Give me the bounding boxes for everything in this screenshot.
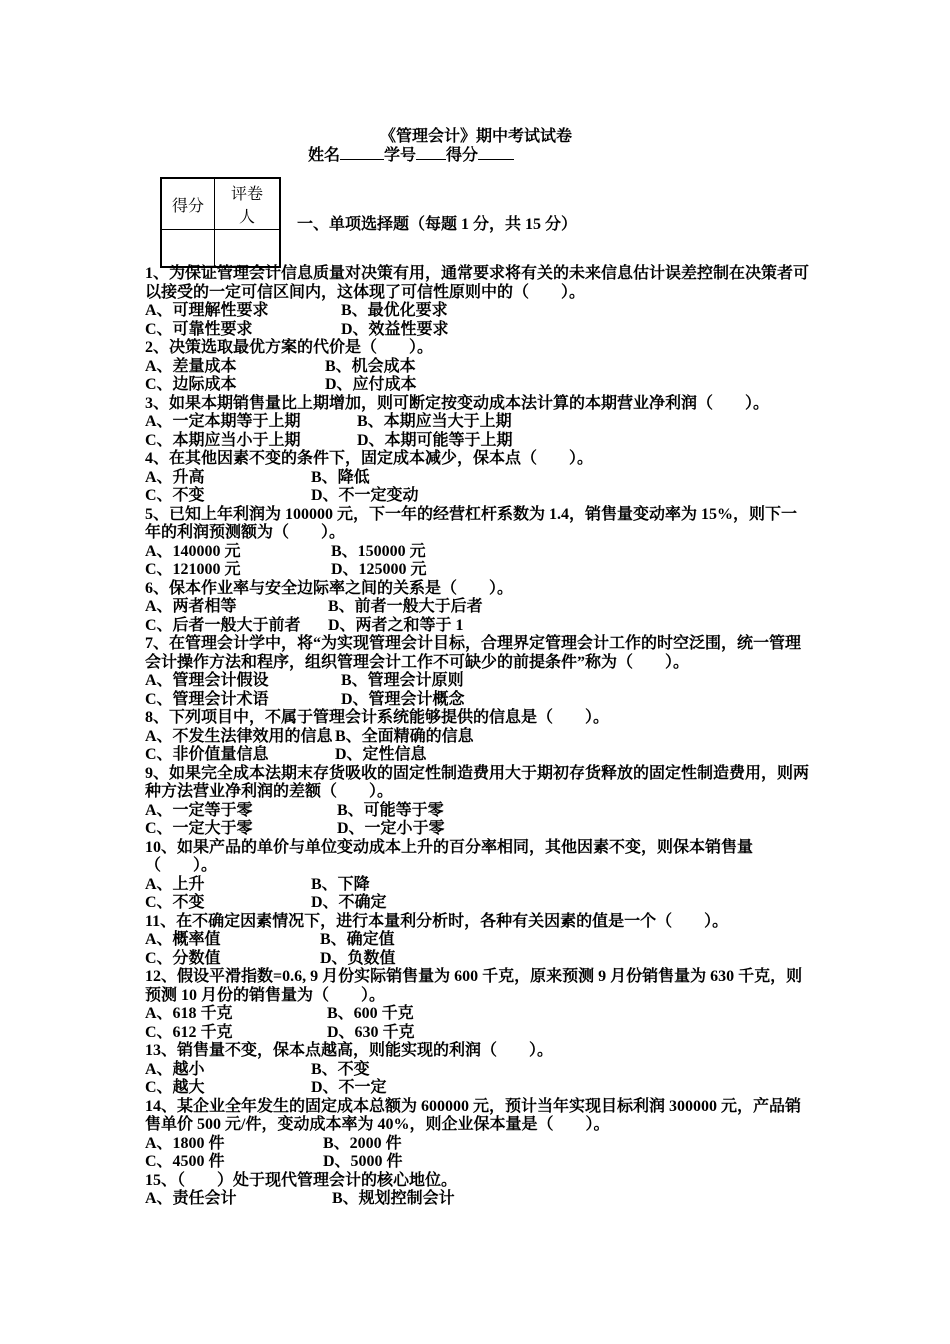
option-label: C、不变 bbox=[145, 487, 205, 504]
option-row bbox=[145, 543, 810, 562]
option-row bbox=[145, 876, 810, 895]
option-label: D、一定小于零 bbox=[337, 820, 445, 837]
option-label: D、不一定变动 bbox=[311, 487, 419, 504]
option-label: C、后者一般大于前者 bbox=[145, 616, 301, 634]
option-label: C、4500 件 bbox=[145, 1153, 225, 1170]
question-text: 12、假设平滑指数=0.6, 9 月份实际销售量为 600 千克，原来预测 9 月份销售量为 630 千克，则预测 10 月份的销售量为（ ）。 bbox=[145, 968, 803, 1004]
question-text: 3、如果本期销售量比上期增加，则可断定按变动成本法计算的本期营业净利润（ ）。 bbox=[145, 394, 770, 412]
option-row bbox=[145, 469, 810, 488]
question-item bbox=[145, 395, 810, 451]
score-label: 得分 bbox=[446, 147, 479, 164]
question-text: 11、在不确定因素情况下，进行本量利分析时，各种有关因素的值是一个（ ）。 bbox=[145, 912, 729, 930]
score-blank bbox=[478, 145, 514, 160]
option-row bbox=[145, 1079, 810, 1098]
option-label: A、差量成本 bbox=[145, 357, 237, 375]
question-text: 7、在管理会计学中，将“为实现管理会计目标，合理界定管理会计工作的时空泛围，统一管理会计操作方法和程序，组织管理会计工作不可缺少的前提条件”称为（ ）。 bbox=[145, 635, 802, 671]
question-text: 8、下列项目中，不属于管理会计系统能够提供的信息是（ ）。 bbox=[145, 709, 610, 726]
question-item bbox=[145, 339, 810, 395]
option-label: C、非价值量信息 bbox=[145, 746, 269, 763]
option-row bbox=[145, 358, 810, 377]
option-row bbox=[145, 691, 810, 710]
option-label: A、上升 bbox=[145, 875, 205, 893]
question-text: 10、如果产品的单价与单位变动成本上升的百分率相同，其他因素不变，则保本销售量（ ）。 bbox=[145, 838, 754, 874]
option-label: C、121000 元 bbox=[145, 561, 241, 578]
option-label: A、1800 件 bbox=[145, 1134, 225, 1152]
option-label: A、越小 bbox=[145, 1060, 205, 1078]
question-item bbox=[145, 1172, 810, 1209]
option-label: C、管理会计术语 bbox=[145, 690, 269, 708]
question-item bbox=[145, 765, 810, 839]
option-label: B、可能等于零 bbox=[337, 801, 444, 819]
option-label: A、可理解性要求 bbox=[145, 302, 269, 319]
score-table bbox=[160, 177, 281, 268]
option-label: A、概率值 bbox=[145, 931, 221, 948]
question-item bbox=[145, 265, 810, 339]
option-label: B、600 千克 bbox=[327, 1005, 414, 1022]
student-info-line bbox=[308, 142, 514, 165]
question-text: 13、销售量不变，保本点越高，则能实现的利润（ ）。 bbox=[145, 1042, 554, 1059]
question-text: 4、在其他因素不变的条件下，固定成本减少，保本点（ ）。 bbox=[145, 450, 594, 467]
question-item bbox=[145, 968, 810, 1042]
name-blank bbox=[340, 145, 384, 160]
option-row bbox=[145, 413, 810, 432]
option-label: B、本期应当大于上期 bbox=[357, 413, 512, 430]
option-row bbox=[145, 746, 810, 765]
option-row bbox=[145, 376, 810, 395]
question-text: 2、决策选取最优方案的代价是（ ）。 bbox=[145, 339, 434, 356]
option-label: A、管理会计假设 bbox=[145, 672, 269, 689]
id-blank bbox=[416, 145, 446, 160]
option-row bbox=[145, 802, 810, 821]
exam-title: 《管理会计》期中考试试卷 bbox=[380, 128, 573, 145]
option-row bbox=[145, 1024, 810, 1043]
option-label: B、确定值 bbox=[320, 931, 395, 948]
option-label: A、140000 元 bbox=[145, 542, 241, 560]
option-row bbox=[145, 617, 810, 636]
option-label: A、一定本期等于上期 bbox=[145, 413, 301, 430]
question-item bbox=[145, 913, 810, 969]
option-label: B、2000 件 bbox=[323, 1134, 402, 1152]
question-item bbox=[145, 839, 810, 913]
question-item bbox=[145, 1042, 810, 1098]
option-label: D、两者之和等于 1 bbox=[328, 616, 464, 634]
option-row bbox=[145, 1135, 810, 1154]
question-item bbox=[145, 580, 810, 636]
option-label: A、不发生法律效用的信息 bbox=[145, 727, 333, 745]
option-label: C、一定大于零 bbox=[145, 820, 253, 837]
option-label: C、边际成本 bbox=[145, 376, 237, 393]
option-label: D、125000 元 bbox=[331, 561, 427, 578]
question-list bbox=[145, 265, 810, 1209]
option-label: A、618 千克 bbox=[145, 1005, 233, 1022]
question-text: 15、（ ）处于现代管理会计的核心地位。 bbox=[145, 1171, 458, 1189]
option-row bbox=[145, 672, 810, 691]
option-label: C、612 千克 bbox=[145, 1023, 233, 1041]
question-text: 5、已知上年利润为 100000 元，下一年的经营杠杆系数为 1.4，销售量变动率为 15%，则下一年的利润预测额为（ ）。 bbox=[145, 505, 798, 541]
grader-value-cell bbox=[215, 230, 281, 268]
option-label: B、规划控制会计 bbox=[332, 1190, 455, 1207]
option-row bbox=[145, 1005, 810, 1024]
option-label: B、降低 bbox=[311, 468, 370, 486]
option-label: D、负数值 bbox=[320, 949, 396, 967]
option-label: A、一定等于零 bbox=[145, 801, 253, 819]
option-row bbox=[145, 894, 810, 913]
question-text: 1、为保证管理会计信息质量对决策有用，通常要求将有关的未来信息估计误差控制在决策者可以接受的一定可信区间内，这体现了可信性原则中的（ ）。 bbox=[145, 265, 810, 301]
question-item bbox=[145, 709, 810, 765]
name-label: 姓名 bbox=[308, 147, 341, 164]
option-label: D、定性信息 bbox=[335, 746, 427, 763]
option-row bbox=[145, 1061, 810, 1080]
option-row bbox=[145, 321, 810, 340]
option-row bbox=[145, 598, 810, 617]
option-row bbox=[145, 950, 810, 969]
option-row bbox=[145, 561, 810, 580]
option-label: D、不确定 bbox=[311, 894, 387, 911]
question-text: 14、某企业全年发生的固定成本总额为 600000 元，预计当年实现目标利润 300000 元，产品销售单价 500 元/件，变动成本率为 40%，则企业保本量是（ ）。 bbox=[145, 1097, 802, 1133]
option-label: C、越大 bbox=[145, 1079, 205, 1096]
option-row bbox=[145, 1153, 810, 1172]
option-row bbox=[145, 820, 810, 839]
option-label: D、应付成本 bbox=[325, 376, 417, 393]
option-label: B、下降 bbox=[311, 875, 370, 893]
id-label: 学号 bbox=[384, 147, 417, 164]
option-label: C、分数值 bbox=[145, 949, 221, 967]
question-item bbox=[145, 450, 810, 506]
option-label: B、前者一般大于后者 bbox=[328, 598, 483, 615]
option-label: B、最优化要求 bbox=[341, 302, 448, 319]
option-label: D、不一定 bbox=[311, 1079, 387, 1096]
option-row bbox=[145, 1190, 810, 1209]
option-row bbox=[145, 728, 810, 747]
section-heading: 一、单项选择题（每题 1 分，共 15 分） bbox=[297, 216, 578, 233]
grader-header-cell: 评卷 人 bbox=[215, 178, 281, 230]
option-label: D、管理会计概念 bbox=[341, 690, 465, 708]
option-label: C、可靠性要求 bbox=[145, 320, 253, 338]
option-label: A、升高 bbox=[145, 468, 205, 486]
question-text: 9、如果完全成本法期末存货吸收的固定性制造费用大于期初存货释放的固定性制造费用，则两种方法营业净利润的差额（ ）。 bbox=[145, 764, 810, 800]
question-text: 6、保本作业率与安全边际率之间的关系是（ ）。 bbox=[145, 579, 514, 597]
option-row bbox=[145, 432, 810, 451]
option-label: C、本期应当小于上期 bbox=[145, 431, 301, 449]
option-label: C、不变 bbox=[145, 894, 205, 911]
question-item bbox=[145, 1098, 810, 1172]
option-label: D、630 千克 bbox=[327, 1023, 415, 1041]
option-label: D、效益性要求 bbox=[341, 320, 449, 338]
option-label: A、两者相等 bbox=[145, 598, 237, 615]
score-value-cell bbox=[161, 230, 215, 268]
option-label: B、不变 bbox=[311, 1060, 370, 1078]
option-row bbox=[145, 931, 810, 950]
option-label: D、5000 件 bbox=[323, 1153, 403, 1170]
option-label: B、150000 元 bbox=[331, 542, 426, 560]
option-label: B、管理会计原则 bbox=[341, 672, 464, 689]
question-item bbox=[145, 635, 810, 709]
option-label: B、全面精确的信息 bbox=[335, 727, 474, 745]
option-label: D、本期可能等于上期 bbox=[357, 431, 513, 449]
question-item bbox=[145, 506, 810, 580]
option-row bbox=[145, 487, 810, 506]
option-label: B、机会成本 bbox=[325, 357, 416, 375]
option-row bbox=[145, 302, 810, 321]
option-label: A、责任会计 bbox=[145, 1190, 237, 1207]
score-header-cell: 得分 bbox=[161, 178, 215, 230]
